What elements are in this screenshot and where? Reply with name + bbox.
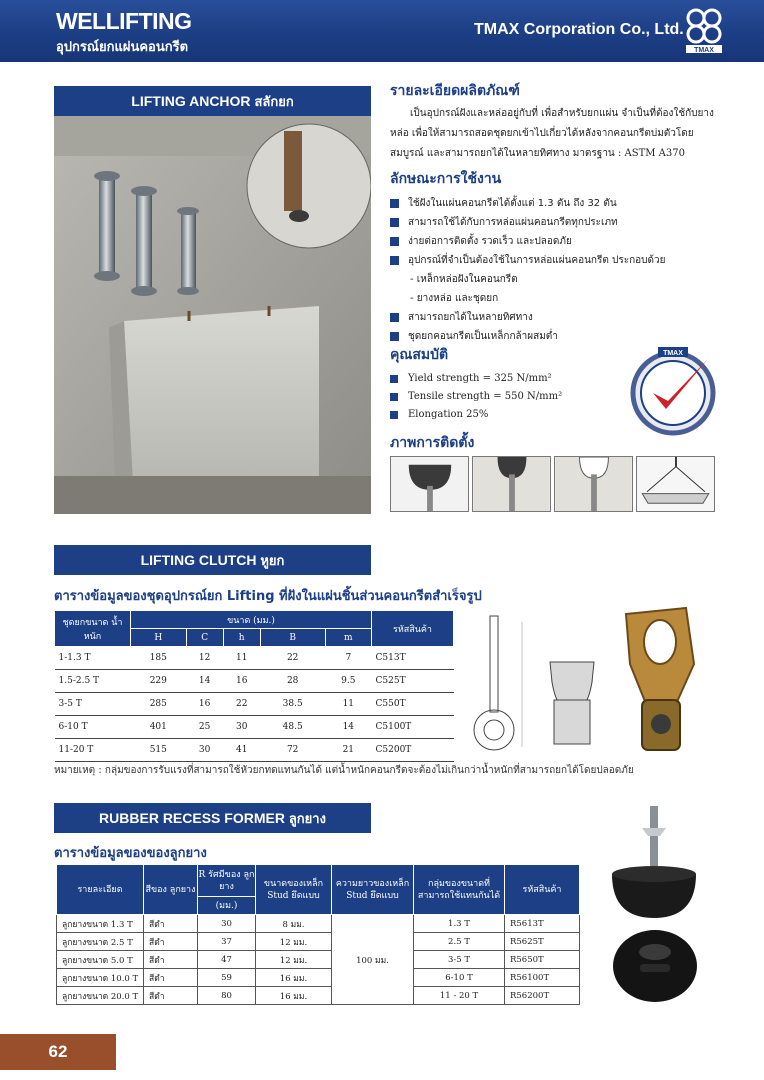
rubber-former-top-icon bbox=[610, 928, 700, 1004]
lifting-anchor-photo bbox=[54, 116, 371, 514]
lifting-clutch-bar bbox=[54, 545, 371, 575]
installation-heading: ภาพการติดตั้ง bbox=[390, 435, 475, 451]
properties-heading: คุณสมบัติ bbox=[390, 347, 449, 363]
lifting-anchor-title: LIFTING ANCHOR bbox=[131, 93, 251, 109]
col-header-radius: R รัศมีของ ลูกยาง bbox=[198, 865, 256, 897]
bullet-icon bbox=[390, 332, 399, 341]
list-subitem: - ยางหล่อ และชุดยก bbox=[410, 293, 499, 304]
lifting-anchor-thai: สลักยก bbox=[254, 95, 294, 110]
clutch-note: หมายเหตุ : กลุ่มของการรับแรงที่สามารถใช้หัวยกทดแทนกันได้ แต่น้ำหนักคอนกรีตจะต้องไม่เกินกว่าน้ำหนักที่สามารถยกได้โดยปลอดภัย bbox=[54, 765, 634, 776]
col-header-stud-length: ความยาวของเหล็ก Stud ยึดแบบ bbox=[332, 865, 414, 915]
col-header-m: m bbox=[325, 629, 371, 647]
col-header-h: H bbox=[131, 629, 187, 647]
col-header-dims: ขนาด (มม.) bbox=[131, 611, 372, 629]
page-number: 62 bbox=[0, 1034, 116, 1070]
list-item: ชุดยกคอนกรีตเป็นเหล็กกล้าผสมต่ำ bbox=[390, 327, 735, 346]
bullet-icon bbox=[390, 218, 399, 227]
bullet-icon bbox=[390, 375, 398, 383]
bullet-icon bbox=[390, 256, 399, 265]
bullet-icon bbox=[390, 237, 399, 246]
bullet-icon bbox=[390, 411, 398, 419]
col-header-group: กลุ่มของขนาดที่ สามารถใช้แทนกันได้ bbox=[414, 865, 505, 915]
brand-title: WELLIFTING bbox=[56, 8, 192, 34]
col-header-detail: รายละเอียด bbox=[57, 865, 144, 915]
table-row: 6-10 T 401 25 30 48.5 14 C5100T bbox=[55, 716, 454, 739]
quality-check-badge-icon bbox=[628, 345, 718, 437]
rubber-former-bar bbox=[54, 803, 371, 833]
install-step-4-icon bbox=[636, 456, 715, 512]
list-item: สามารถยกได้ในหลายทิศทาง bbox=[390, 308, 735, 327]
col-header-load: ชุดยกขนาด น้ำหนัก bbox=[55, 611, 131, 647]
list-item: Tensile strength = 550 N/mm² bbox=[390, 388, 562, 406]
rubber-former-thai: ลูกยาง bbox=[288, 812, 326, 827]
bullet-icon bbox=[390, 393, 398, 401]
page-header bbox=[0, 0, 764, 62]
list-item: Yield strength = 325 N/mm² bbox=[390, 370, 562, 388]
list-item: ง่ายต่อการติดตั้ง รวดเร็ว และปลอดภัย bbox=[390, 232, 735, 251]
install-step-2-icon bbox=[472, 456, 551, 512]
brand-subtitle: อุปกรณ์ยกแผ่นคอนกรีต bbox=[56, 40, 189, 55]
install-step-3-icon bbox=[554, 456, 633, 512]
rubber-table bbox=[56, 864, 580, 1005]
col-header-c: C bbox=[186, 629, 223, 647]
list-item: ใช้ฝังในแผ่นคอนกรีตได้ตั้งแต่ 1.3 ตัน ถึง 32 ตัน bbox=[390, 194, 735, 213]
table-row: 11-20 T 515 30 41 72 21 C5200T bbox=[55, 739, 454, 762]
table-row: ลูกยางขนาด 2.5 T สีดำ 37 12 มม. 2.5 T R5625T bbox=[57, 933, 580, 951]
table-row: ลูกยางขนาด 20.0 T สีดำ 80 16 มม. 11 - 20 T R56200T bbox=[57, 987, 580, 1005]
clutch-photo-icon bbox=[616, 604, 698, 760]
clutch-table-title: ตารางข้อมูลของชุดอุปกรณ์ยก Lifting ที่ฝังในแผ่นชิ้นส่วนคอนกรีตสำเร็จรูป bbox=[54, 589, 482, 604]
list-item: อุปกรณ์ที่จำเป็นต้องใช้ในการหล่อแผ่นคอนกรีต ประกอบด้วย bbox=[390, 251, 735, 270]
list-item: สามารถใช้ได้กับการหล่อแผ่นคอนกรีตทุกประเภท bbox=[390, 213, 735, 232]
col-header-code: รหัสสินค้า bbox=[372, 611, 454, 647]
table-row: ลูกยางขนาด 5.0 T สีดำ 47 12 มม. 3-5 T R5650T bbox=[57, 951, 580, 969]
list-item: Elongation 25% bbox=[390, 406, 562, 424]
install-step-1-icon bbox=[390, 456, 469, 512]
bullet-icon bbox=[390, 199, 399, 208]
table-row: ลูกยางขนาด 1.3 T สีดำ 30 8 มม. 100 มม. 1.3 T R5613T bbox=[57, 915, 580, 933]
col-header-b: B bbox=[260, 629, 325, 647]
lifting-clutch-title: LIFTING CLUTCH bbox=[140, 552, 257, 568]
rubber-table-title: ตารางข้อมูลของของลูกยาง bbox=[54, 846, 207, 861]
col-header-stud-size: ขนาดของเหล็ก Stud ยึดแบบ bbox=[256, 865, 332, 915]
properties-list bbox=[390, 370, 562, 424]
rubber-former-title: RUBBER RECESS FORMER bbox=[99, 810, 285, 826]
usage-list bbox=[390, 194, 735, 346]
details-heading: รายละเอียดผลิตภัณฑ์ bbox=[390, 83, 520, 99]
clutch-drawing-icon bbox=[462, 612, 614, 757]
table-row: 1-1.3 T 185 12 11 22 7 C513T bbox=[55, 647, 454, 670]
logo-text: TMAX bbox=[694, 47, 714, 54]
col-header-h-small: h bbox=[223, 629, 260, 647]
table-row: ลูกยางขนาด 10.0 T สีดำ 59 16 มม. 6-10 T R56100T bbox=[57, 969, 580, 987]
col-header-radius-unit: (มม.) bbox=[198, 897, 256, 915]
corporation-name: TMAX Corporation Co., Ltd. bbox=[474, 21, 684, 38]
bullet-icon bbox=[390, 313, 399, 322]
details-text: เป็นอุปกรณ์ฝังและหล่ออยู่กับที่ เพื่อสำหรับยกแผ่น จำเป็นที่ต้องใช้กับยางหล่อ เพื่อให้สามารถสอดชุดยกเข้าไปเกี่ยวได้หลังจากคอนกรีตบ่มตัวโดยสมบูรณ์ และสามารถยกได้ในหลายทิศทาง มาตรฐาน : ASTM A370 bbox=[390, 108, 714, 159]
lifting-anchor-bar bbox=[54, 86, 371, 116]
badge-text: TMAX bbox=[663, 350, 683, 357]
rubber-former-photo-icon bbox=[606, 806, 702, 920]
col-header-color: สีของ ลูกยาง bbox=[144, 865, 198, 915]
table-row: 1.5-2.5 T 229 14 16 28 9.5 C525T bbox=[55, 670, 454, 693]
table-row: 3-5 T 285 16 22 38.5 11 C550T bbox=[55, 693, 454, 716]
tmax-logo-icon bbox=[684, 5, 724, 55]
clutch-table bbox=[54, 610, 454, 762]
list-subitem: - เหล็กหล่อฝังในคอนกรีต bbox=[410, 274, 518, 285]
lifting-clutch-thai: หูยก bbox=[260, 554, 285, 569]
usage-heading: ลักษณะการใช้งาน bbox=[390, 171, 502, 187]
col-header-code: รหัสสินค้า bbox=[505, 865, 580, 915]
stud-length-cell: 100 มม. bbox=[332, 915, 414, 1005]
